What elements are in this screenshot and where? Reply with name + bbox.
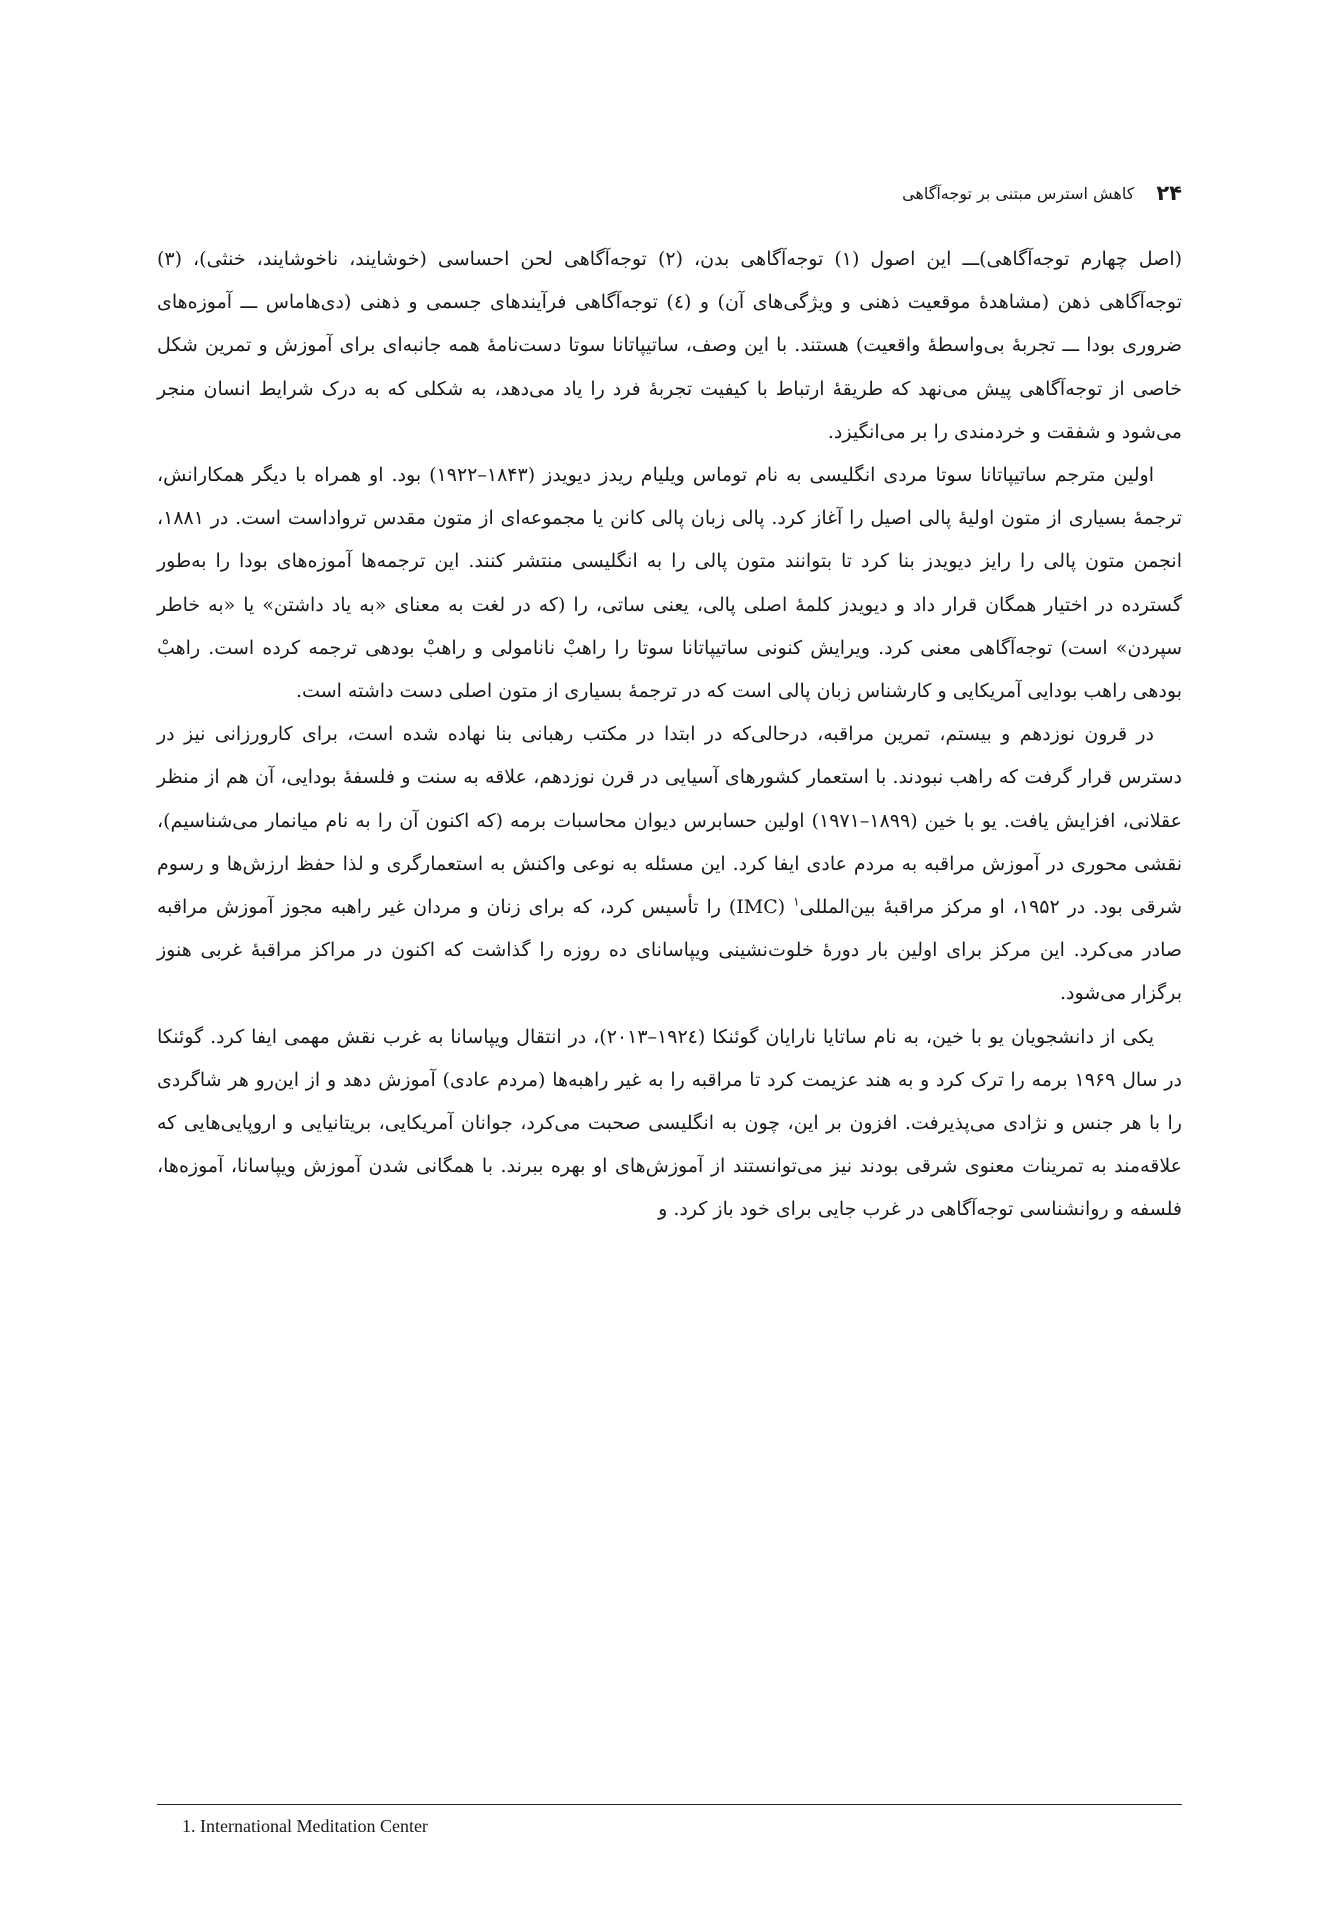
footnote-divider [157,1804,1182,1805]
paragraph: (اصل چهارم توجه‌آگاهی)ـــ این اصول (۱) توجه‌آگاهی بدن، (۲) توجه‌آگاهی لحن احساسی (خوشایند، ناخوشایند، خنثی)، (۳) توجه‌آگاهی ذهن (مشاهدهٔ موقعیت ذهنی و ویژگی‌های آن) و (٤) توجه‌آگاهی فرآیندهای جسمی و ذهنی (دی‌هاماس ـــ آموزه‌های ضروری بودا ـــ تجربهٔ بی‌واسطهٔ واقعیت) هستند. با این وصف، ساتیپاتانا سوتا دست‌نامهٔ همه جانبه‌ای برای آموزش و تمرین شکل خاصی از توجه‌آگاهی پیش می‌نهد که طریقهٔ ارتباط با کیفیت تجربهٔ فرد را یاد می‌دهد، به شکلی که به درک شرایط انسان منجر می‌شود و شفقت و خردمندی را بر می‌انگیزد. [157,248,1183,443]
paragraph [157,713,1182,1015]
footnote: 1. International Meditation Center [182,1816,428,1836]
paragraph-text: در قرون نوزدهم و بیستم، تمرین مراقبه، درحالی‌که در ابتدا در مکتب رهبانی بنا نهاده شده است، برای کارورزانی نیز در دسترس قرار گرفت که راهب نبودند. با استعمار کشورهای آسیایی در قرن نوزدهم، علاقه به سنت و فلسفهٔ بودایی، آن هم از منظر عقلانی، افزایش یافت. یو با خین (۱۸۹۹–۱۹۷۱) اولین حسابرس دیوان محاسبات برمه (که اکنون آن را به نام میانمار می‌شناسیم)، نقشی محوری در آموزش مراقبه به مردم عادی ایفا کرد. این مسئله به نوعی واکنش به استعمارگری و لذا حفظ ارزش‌ها و رسوم شرقی بود. در ۱۹۵۲، او مرکز مراقبهٔ بین‌المللی [157,723,1183,919]
paragraph: اولین مترجم ساتیپاتانا سوتا مردی انگلیسی به نام توماس ویلیام ریدز دیویدز (۱۸۴۳–۱۹۲۲) بود. او همراه با دیگر همکارانش، ترجمهٔ بسیاری از متون اولیهٔ پالی اصیل را آغاز کرد. پالی زبان پالی کانن یا مجموعه‌ای از متون مقدس ترواداست است. در ۱۸۸۱، انجمن متون پالی را رایز دیویدز بنا کرد تا بتوانند متون پالی را به انگلیسی منتشر کنند. این ترجمه‌ها آموزه‌های بودا را به‌طور گسترده در اختیار همگان قرار داد و دیویدز کلمهٔ اصلی پالی، یعنی ساتی، را (که در لغت به معنای «به یاد داشتن» یا «به خاطر سپردن» است) توجه‌آگاهی معنی کرد. ویرایش کنونی ساتیپاتانا سوتا را راهبْ نانامولی و راهبْ بودهی ترجمه کرده است. راهبْ بودهی راهب بودایی آمریکایی و کارشناس زبان پالی است که در ترجمهٔ بسیاری از متون اصلی دست داشته است. [157,464,1182,703]
body-text [157,238,1182,1232]
running-title: کاهش استرس مبتنی بر توجه‌آگاهی [902,183,1135,203]
paragraph-text: (IMC) را تأسیس کرد، که برای زنان و مردان غیر راهبه مجوز آموزش مراقبه صادر می‌کرد. این مرکز برای اولین بار دورهٔ خلوت‌نشینی ویپاسانای ده روزه را گذاشت که اکنون در مراکز مراقبهٔ غربی هنوز برگزار می‌شود. [157,896,1182,1005]
paragraph: یکی از دانشجویان یو با خین، به نام ساتایا نارایان گوئنکا (۱۹۲٤–۲۰۱۳)، در انتقال ویپاسانا به غرب نقش مهمی ایفا کرد. گوئنکا در سال ۱۹۶۹ برمه را ترک کرد و به هند عزیمت کرد تا مراقبه را به غیر راهبه‌ها (مردم عادی) آموزش دهد و از این‌رو هر شاگردی را با هر جنس و نژادی می‌پذیرفت. افزون بر این، چون به انگلیسی صحبت می‌کرد، جوانان آمریکایی، بریتانیایی و اروپایی‌هایی که علاقه‌مند به تمرینات معنوی شرقی بودند نیز می‌توانستند از آموزش‌های او بهره ببرند. با همگانی شدن آموزش ویپاسانا، آموزه‌ها، فلسفه و روانشناسی توجه‌آگاهی در غرب جایی برای خود باز کرد. و [157,1025,1182,1221]
page-number: ۲۴ [1156,181,1182,205]
footnote-reference: ۱ [793,894,800,909]
page-header [157,178,1182,208]
